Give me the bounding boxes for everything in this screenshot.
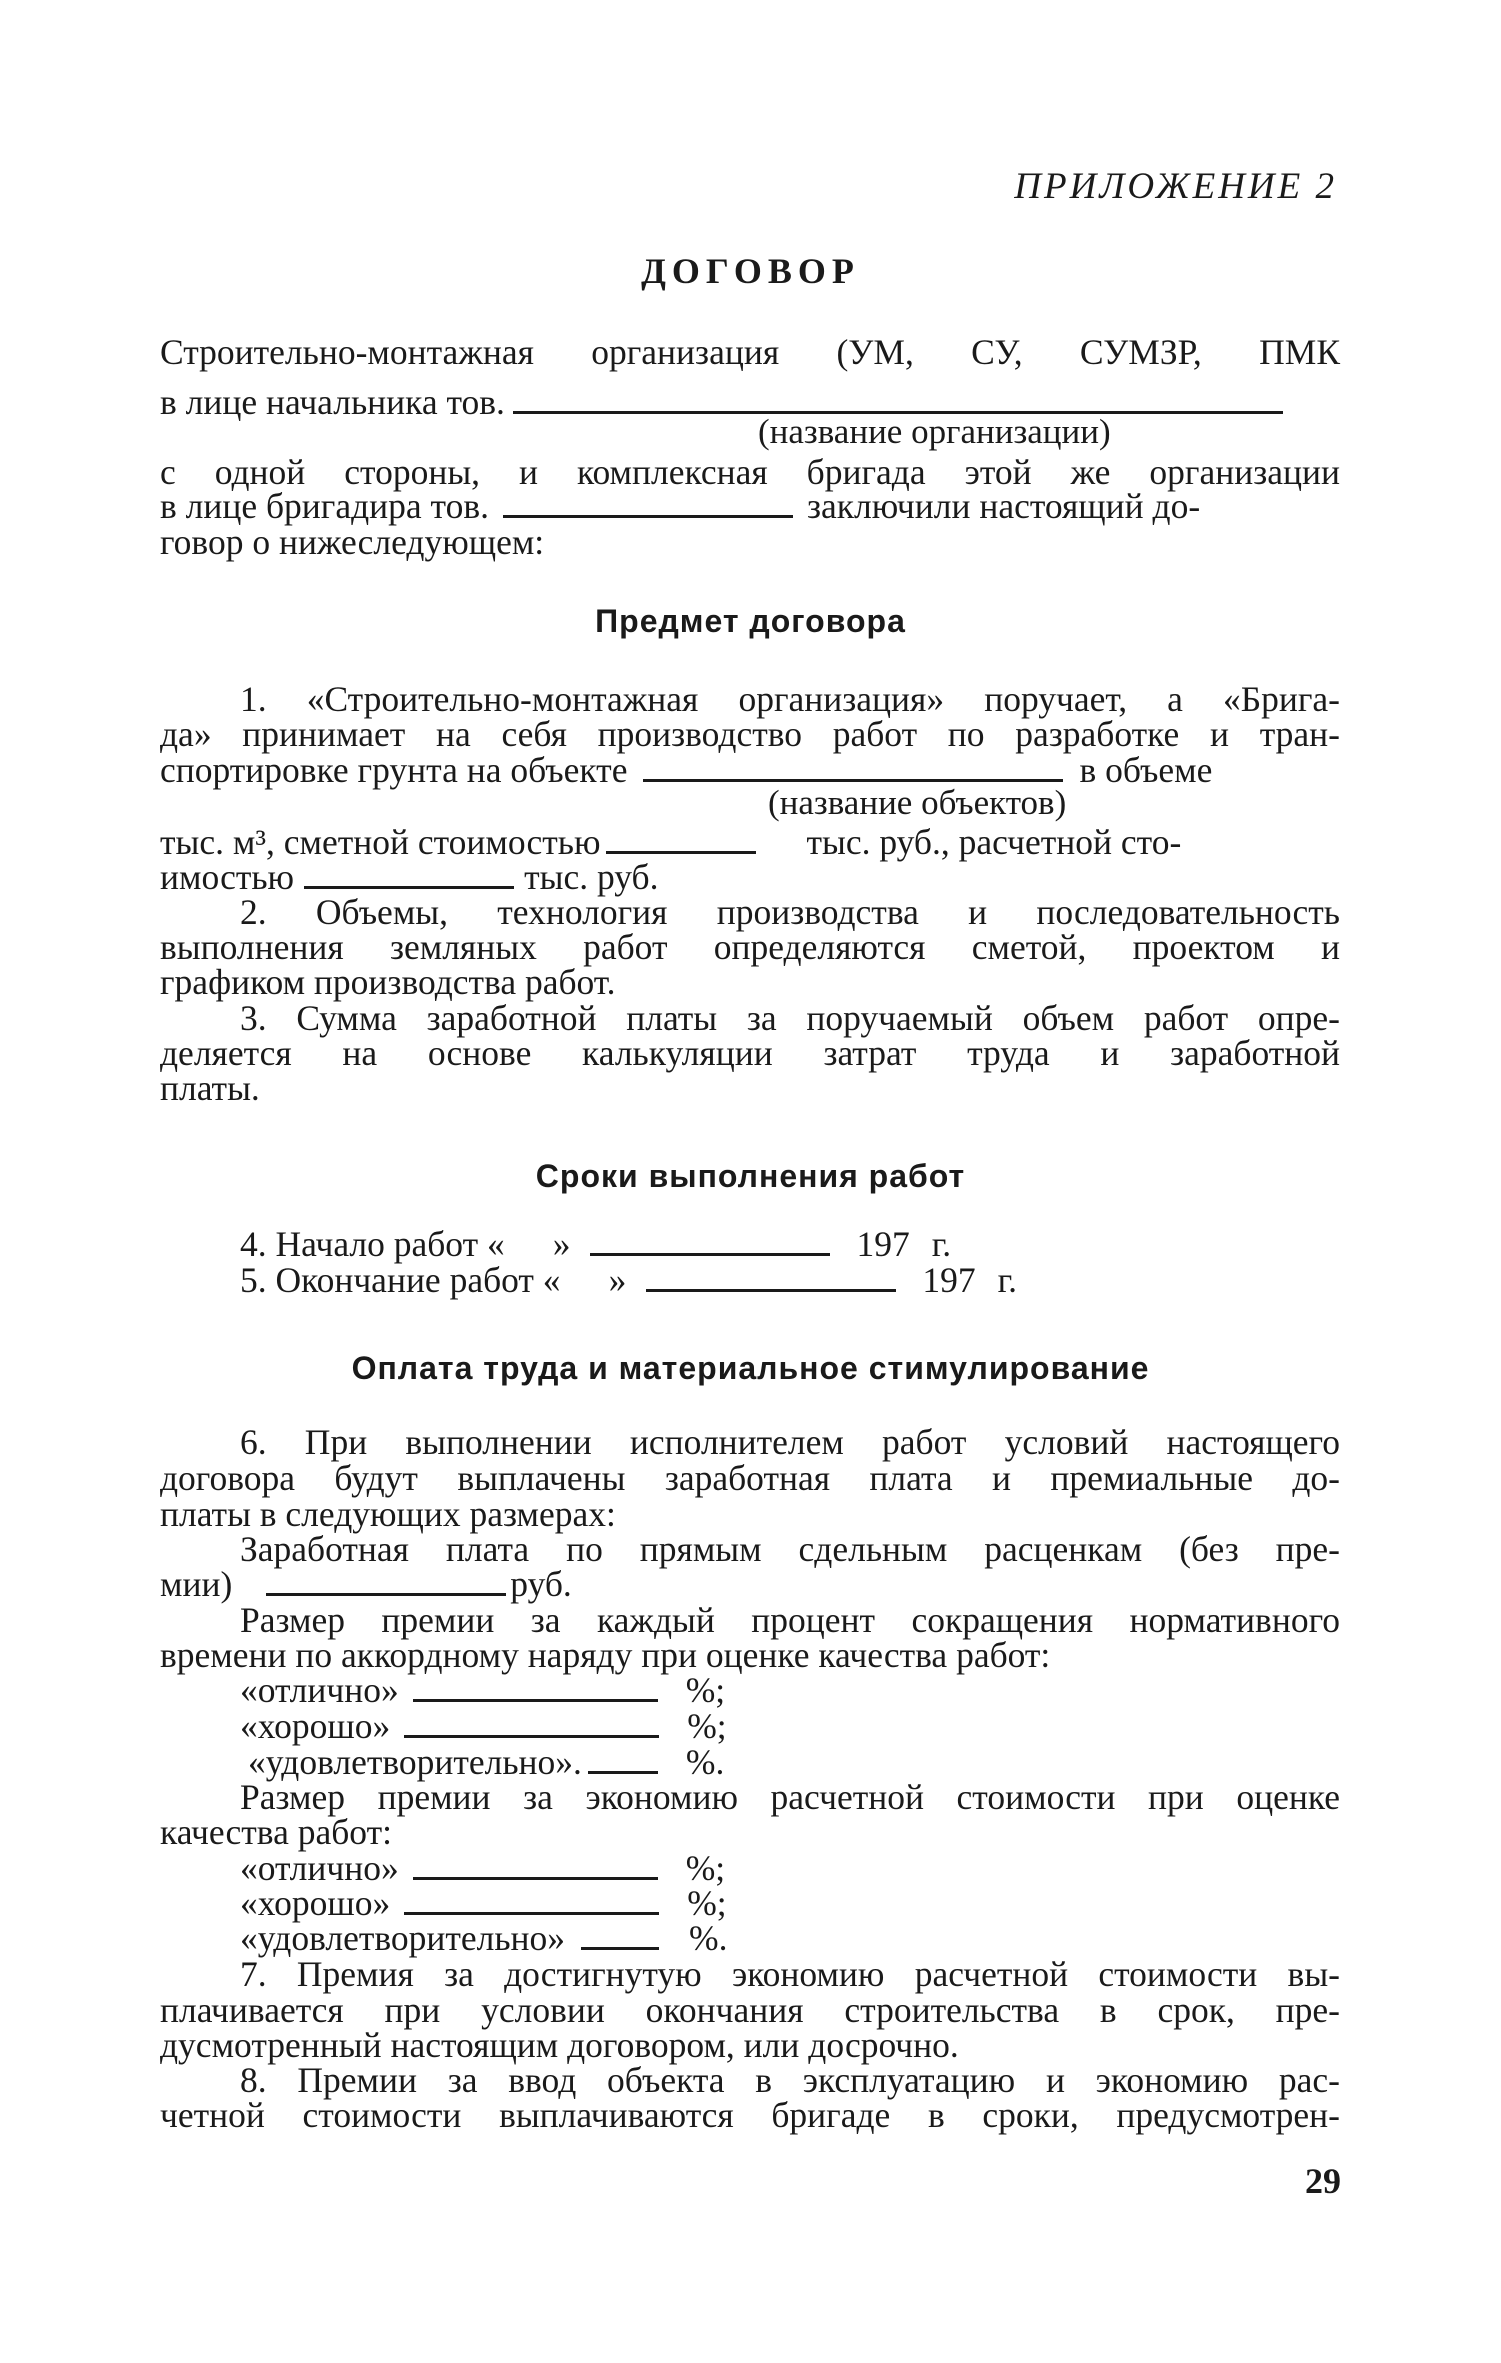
bonus2-line-2: качества работ: <box>160 1812 392 1852</box>
b1-good-end: %; <box>687 1706 727 1746</box>
p6-line-1: 6. При выполнении исполнителем работ условий настоящего <box>240 1422 1340 1462</box>
b1-good-label: «хорошо» <box>240 1706 391 1746</box>
p8-line-1: 8. Премии за ввод объекта в эксплуатацию и экономию рас- <box>240 2060 1340 2100</box>
p6-line-2: договора будут выплачены заработная плата и премиальные до- <box>160 1458 1340 1498</box>
page-number: 29 <box>1305 2161 1341 2201</box>
caption-objects: (название объектов) <box>768 783 1067 822</box>
p5-end-date <box>240 1258 1340 1302</box>
p1-line-4-text-a: тыс. м³, сметной стоимостью <box>160 822 601 862</box>
p5-text-a: 5. Окончание работ « <box>240 1260 561 1300</box>
b2-satisf-end: %. <box>689 1918 728 1958</box>
foreman-name-blank <box>503 485 793 518</box>
bonus2-line-1: Размер премии за экономию расчетной стоимости при оценке <box>240 1777 1340 1817</box>
document-title: ДОГОВОР <box>641 251 860 291</box>
p3-line-2: деляется на основе калькуляции затрат труда и заработной <box>160 1033 1340 1073</box>
p7-line-3: дусмотренный настоящим договором, или досрочно. <box>160 2025 959 2065</box>
p3-line-3: платы. <box>160 1068 260 1108</box>
b1-excellent-blank <box>413 1669 658 1702</box>
intro-line-5: говор о нижеследующем: <box>160 522 545 562</box>
p7-line-2: плачивается при условии окончания строительства в срок, пре- <box>160 1990 1340 2030</box>
p1-line-2: да» принимает на себя производство работ по разработке и тран- <box>160 714 1340 754</box>
p4-text-c: 197 <box>856 1224 910 1264</box>
caption-org: (название организации) <box>758 412 1111 451</box>
p1-line-3-text-b: в объеме <box>1079 750 1213 790</box>
p1-line-3-text-a: спортировке грунта на объекте <box>160 750 628 790</box>
b2-excellent-label: «отлично» <box>240 1848 399 1888</box>
object-name-blank <box>643 749 1063 782</box>
b2-satisf-blank <box>581 1917 659 1950</box>
p1-line-3 <box>160 748 1340 792</box>
p2-line-3: графиком производства работ. <box>160 962 616 1002</box>
p5-text-b: » <box>608 1260 627 1300</box>
head-name-blank <box>513 381 1283 414</box>
p2-line-2: выполнения земляных работ определяются сметой, проектом и <box>160 927 1340 967</box>
section-heading-subject: Предмет договора <box>595 603 906 639</box>
estimated-cost-blank <box>606 821 756 854</box>
p8-line-2: четной стоимости выплачиваются бригаде в сроки, предусмотрен- <box>160 2095 1340 2135</box>
bonus1-line-2: времени по аккордному наряду при оценке качества работ: <box>160 1635 1051 1675</box>
b2-satisf-label: «удовлетворительно» <box>240 1918 566 1958</box>
p2-line-1: 2. Объемы, технология производства и последовательность <box>240 892 1340 932</box>
bonus1-line-1: Размер премии за каждый процент сокращения нормативного <box>240 1600 1340 1640</box>
end-month-blank <box>646 1259 896 1292</box>
p1-line-5-text-a: имостью <box>160 857 295 897</box>
wage-amount-blank <box>266 1563 506 1596</box>
intro-line-4-text-b: заключили настоящий до- <box>806 486 1201 526</box>
b1-satisf-blank <box>588 1741 658 1774</box>
b2-excellent-blank <box>413 1847 658 1880</box>
b1-excellent-label: «отлично» <box>240 1670 399 1710</box>
p1-line-5-text-b: тыс. руб. <box>524 857 659 897</box>
wage-line-1: Заработная плата по прямым сдельным расценкам (без пре- <box>240 1529 1340 1569</box>
section-heading-terms: Сроки выполнения работ <box>535 1158 966 1194</box>
b1-satisf-label: «удовлетворительно». <box>248 1742 582 1782</box>
b2-excellent-end: %; <box>685 1848 726 1888</box>
b1-satisf-end: %. <box>685 1742 725 1782</box>
b2-good-label: «хорошо» <box>240 1883 391 1923</box>
wage-line-2-text-a: мии) <box>160 1564 233 1604</box>
b2-good-end: %; <box>687 1883 727 1923</box>
p5-text-d: г. <box>997 1260 1017 1300</box>
start-month-blank <box>590 1223 830 1256</box>
appendix-label: ПРИЛОЖЕНИЕ 2 <box>1014 166 1337 207</box>
p5-text-c: 197 <box>922 1260 976 1300</box>
intro-line-2-text: в лице начальника тов. <box>160 382 505 422</box>
b2-good-blank <box>404 1882 659 1915</box>
b1-good-blank <box>404 1705 659 1738</box>
p1-line-1: 1. «Строительно-монтажная организация» поручает, а «Брига- <box>240 679 1340 719</box>
wage-line-2-text-b: руб. <box>510 1564 572 1604</box>
p6-line-3: платы в следующих размерах: <box>160 1494 616 1534</box>
b1-excellent-end: %; <box>685 1670 726 1710</box>
calculated-cost-blank <box>304 856 514 889</box>
p4-text-d: г. <box>931 1224 952 1264</box>
p7-line-1: 7. Премия за достигнутую экономию расчетной стоимости вы- <box>240 1954 1340 1994</box>
section-heading-payment: Оплата труда и материальное стимулирование <box>351 1350 1150 1386</box>
intro-line-4-text-a: в лице бригадира тов. <box>160 486 489 526</box>
p4-text-a: 4. Начало работ « <box>240 1224 505 1264</box>
intro-line-1: Строительно-монтажная организация (УМ, СУ, СУМЗР, ПМК <box>160 332 1340 372</box>
intro-line-2 <box>160 380 1340 424</box>
p3-line-1: 3. Сумма заработной платы за поручаемый объем работ опре- <box>240 998 1340 1038</box>
p1-line-4-text-b: тыс. руб., расчетной сто- <box>806 822 1182 862</box>
intro-line-3: с одной стороны, и комплексная бригада этой же организации <box>160 452 1340 492</box>
p4-text-b: » <box>552 1224 571 1264</box>
